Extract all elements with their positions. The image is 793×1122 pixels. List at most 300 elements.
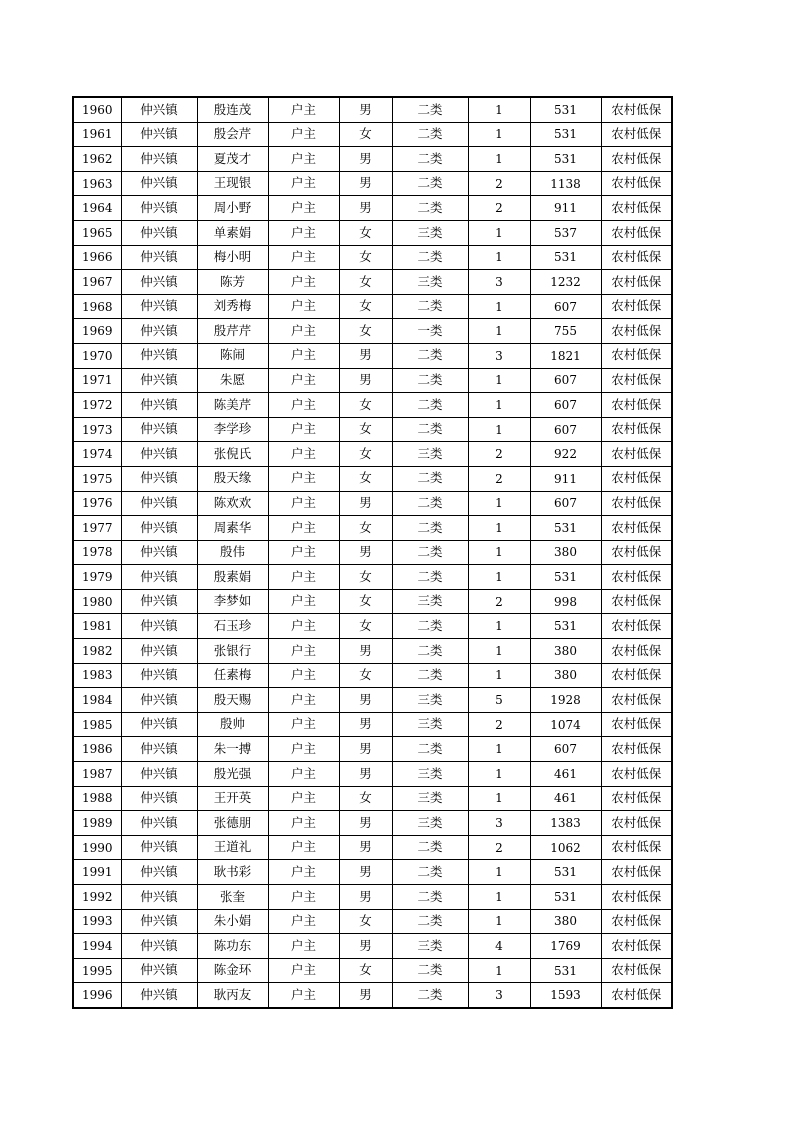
name-cell: 殷伟 [197,540,268,565]
amount-cell: 922 [530,442,601,467]
category-cell: 二类 [392,885,468,910]
category-cell: 三类 [392,762,468,787]
relation-cell: 户主 [268,786,339,811]
relation-cell: 户主 [268,393,339,418]
name-cell: 朱愿 [197,368,268,393]
table-row [73,909,672,934]
gender-cell: 男 [339,171,392,196]
name-cell: 李梦如 [197,589,268,614]
name-cell: 张德朋 [197,811,268,836]
serial-number-cell: 1960 [73,97,121,122]
gender-cell: 男 [339,983,392,1008]
name-cell: 殷帅 [197,712,268,737]
name-cell: 张奎 [197,885,268,910]
town-cell: 仲兴镇 [121,245,197,270]
relief-type-cell: 农村低保 [601,491,672,516]
table-body [73,97,672,1008]
category-cell: 二类 [392,368,468,393]
serial-number-cell: 1993 [73,909,121,934]
relief-type-cell: 农村低保 [601,220,672,245]
town-cell: 仲兴镇 [121,196,197,221]
category-cell: 三类 [392,934,468,959]
town-cell: 仲兴镇 [121,417,197,442]
household-size-cell: 1 [468,122,530,147]
gender-cell: 男 [339,811,392,836]
table-row [73,762,672,787]
name-cell: 王现银 [197,171,268,196]
relief-type-cell: 农村低保 [601,516,672,541]
relief-type-cell: 农村低保 [601,442,672,467]
table-row [73,737,672,762]
relief-type-cell: 农村低保 [601,122,672,147]
table-row [73,417,672,442]
name-cell: 张银行 [197,639,268,664]
town-cell: 仲兴镇 [121,885,197,910]
gender-cell: 女 [339,909,392,934]
gender-cell: 男 [339,835,392,860]
serial-number-cell: 1975 [73,466,121,491]
gender-cell: 男 [339,639,392,664]
household-size-cell: 1 [468,393,530,418]
table-row [73,343,672,368]
amount-cell: 531 [530,122,601,147]
relief-type-cell: 农村低保 [601,196,672,221]
amount-cell: 1769 [530,934,601,959]
gender-cell: 女 [339,786,392,811]
household-size-cell: 2 [468,442,530,467]
category-cell: 二类 [392,466,468,491]
town-cell: 仲兴镇 [121,589,197,614]
gender-cell: 女 [339,319,392,344]
serial-number-cell: 1988 [73,786,121,811]
household-size-cell: 1 [468,909,530,934]
name-cell: 朱一搏 [197,737,268,762]
name-cell: 耿丙友 [197,983,268,1008]
relation-cell: 户主 [268,368,339,393]
relief-type-cell: 农村低保 [601,934,672,959]
amount-cell: 1928 [530,688,601,713]
category-cell: 三类 [392,811,468,836]
gender-cell: 女 [339,294,392,319]
town-cell: 仲兴镇 [121,958,197,983]
town-cell: 仲兴镇 [121,294,197,319]
amount-cell: 1074 [530,712,601,737]
household-size-cell: 1 [468,245,530,270]
household-size-cell: 4 [468,934,530,959]
gender-cell: 男 [339,343,392,368]
town-cell: 仲兴镇 [121,614,197,639]
serial-number-cell: 1992 [73,885,121,910]
relation-cell: 户主 [268,614,339,639]
serial-number-cell: 1968 [73,294,121,319]
gender-cell: 男 [339,762,392,787]
name-cell: 石玉珍 [197,614,268,639]
name-cell: 单素娟 [197,220,268,245]
serial-number-cell: 1996 [73,983,121,1008]
household-size-cell: 3 [468,343,530,368]
relation-cell: 户主 [268,885,339,910]
gender-cell: 女 [339,589,392,614]
relation-cell: 户主 [268,983,339,1008]
gender-cell: 男 [339,196,392,221]
table-row [73,860,672,885]
town-cell: 仲兴镇 [121,147,197,172]
household-size-cell: 1 [468,368,530,393]
table-row [73,491,672,516]
category-cell: 三类 [392,220,468,245]
town-cell: 仲兴镇 [121,762,197,787]
category-cell: 三类 [392,712,468,737]
amount-cell: 911 [530,196,601,221]
serial-number-cell: 1961 [73,122,121,147]
relation-cell: 户主 [268,270,339,295]
amount-cell: 531 [530,147,601,172]
serial-number-cell: 1994 [73,934,121,959]
relation-cell: 户主 [268,737,339,762]
table-row [73,614,672,639]
household-size-cell: 1 [468,737,530,762]
name-cell: 张倪氏 [197,442,268,467]
relation-cell: 户主 [268,97,339,122]
category-cell: 三类 [392,442,468,467]
relief-type-cell: 农村低保 [601,97,672,122]
gender-cell: 男 [339,540,392,565]
table-row [73,466,672,491]
household-size-cell: 1 [468,516,530,541]
name-cell: 王开英 [197,786,268,811]
relief-type-cell: 农村低保 [601,147,672,172]
town-cell: 仲兴镇 [121,540,197,565]
town-cell: 仲兴镇 [121,491,197,516]
relation-cell: 户主 [268,343,339,368]
name-cell: 殷连茂 [197,97,268,122]
amount-cell: 531 [530,565,601,590]
serial-number-cell: 1983 [73,663,121,688]
household-size-cell: 1 [468,319,530,344]
category-cell: 二类 [392,958,468,983]
serial-number-cell: 1971 [73,368,121,393]
amount-cell: 461 [530,762,601,787]
amount-cell: 531 [530,614,601,639]
amount-cell: 607 [530,737,601,762]
gender-cell: 女 [339,220,392,245]
category-cell: 二类 [392,147,468,172]
name-cell: 梅小明 [197,245,268,270]
household-size-cell: 1 [468,565,530,590]
relation-cell: 户主 [268,540,339,565]
amount-cell: 1593 [530,983,601,1008]
relief-type-cell: 农村低保 [601,958,672,983]
serial-number-cell: 1985 [73,712,121,737]
relation-cell: 户主 [268,417,339,442]
town-cell: 仲兴镇 [121,786,197,811]
table-row [73,319,672,344]
relief-type-cell: 农村低保 [601,614,672,639]
gender-cell: 男 [339,491,392,516]
town-cell: 仲兴镇 [121,565,197,590]
name-cell: 李学珍 [197,417,268,442]
name-cell: 任素梅 [197,663,268,688]
town-cell: 仲兴镇 [121,983,197,1008]
table-row [73,220,672,245]
gender-cell: 男 [339,712,392,737]
amount-cell: 911 [530,466,601,491]
table-row [73,565,672,590]
table-row [73,885,672,910]
household-size-cell: 1 [468,294,530,319]
serial-number-cell: 1963 [73,171,121,196]
town-cell: 仲兴镇 [121,909,197,934]
household-size-cell: 1 [468,639,530,664]
relief-type-cell: 农村低保 [601,835,672,860]
town-cell: 仲兴镇 [121,516,197,541]
gender-cell: 女 [339,122,392,147]
name-cell: 陈闹 [197,343,268,368]
amount-cell: 607 [530,368,601,393]
relation-cell: 户主 [268,688,339,713]
name-cell: 陈功东 [197,934,268,959]
name-cell: 殷天缘 [197,466,268,491]
name-cell: 陈金环 [197,958,268,983]
serial-number-cell: 1978 [73,540,121,565]
category-cell: 二类 [392,393,468,418]
table-row [73,540,672,565]
table-row [73,589,672,614]
household-size-cell: 1 [468,540,530,565]
town-cell: 仲兴镇 [121,97,197,122]
category-cell: 二类 [392,491,468,516]
household-size-cell: 1 [468,491,530,516]
amount-cell: 461 [530,786,601,811]
category-cell: 二类 [392,614,468,639]
category-cell: 二类 [392,835,468,860]
serial-number-cell: 1982 [73,639,121,664]
relation-cell: 户主 [268,220,339,245]
table-row [73,294,672,319]
relation-cell: 户主 [268,294,339,319]
relation-cell: 户主 [268,712,339,737]
serial-number-cell: 1991 [73,860,121,885]
table-row [73,147,672,172]
name-cell: 殷天赐 [197,688,268,713]
household-size-cell: 1 [468,147,530,172]
amount-cell: 531 [530,97,601,122]
town-cell: 仲兴镇 [121,466,197,491]
serial-number-cell: 1980 [73,589,121,614]
table-row [73,934,672,959]
category-cell: 三类 [392,688,468,713]
relief-type-cell: 农村低保 [601,885,672,910]
relief-type-cell: 农村低保 [601,171,672,196]
relation-cell: 户主 [268,442,339,467]
relief-type-cell: 农村低保 [601,540,672,565]
serial-number-cell: 1987 [73,762,121,787]
household-size-cell: 1 [468,762,530,787]
relation-cell: 户主 [268,516,339,541]
relief-type-cell: 农村低保 [601,245,672,270]
name-cell: 王道礼 [197,835,268,860]
amount-cell: 1232 [530,270,601,295]
relief-type-cell: 农村低保 [601,294,672,319]
amount-cell: 380 [530,540,601,565]
relief-type-cell: 农村低保 [601,786,672,811]
relation-cell: 户主 [268,934,339,959]
amount-cell: 755 [530,319,601,344]
serial-number-cell: 1964 [73,196,121,221]
gender-cell: 女 [339,442,392,467]
serial-number-cell: 1966 [73,245,121,270]
gender-cell: 女 [339,614,392,639]
amount-cell: 1383 [530,811,601,836]
amount-cell: 380 [530,909,601,934]
relation-cell: 户主 [268,762,339,787]
household-size-cell: 2 [468,171,530,196]
gender-cell: 女 [339,393,392,418]
relief-type-cell: 农村低保 [601,589,672,614]
relation-cell: 户主 [268,565,339,590]
name-cell: 周素华 [197,516,268,541]
amount-cell: 607 [530,417,601,442]
household-size-cell: 5 [468,688,530,713]
serial-number-cell: 1965 [73,220,121,245]
name-cell: 殷光强 [197,762,268,787]
table-row [73,688,672,713]
gender-cell: 女 [339,466,392,491]
town-cell: 仲兴镇 [121,270,197,295]
gender-cell: 男 [339,97,392,122]
household-size-cell: 1 [468,220,530,245]
table-row [73,97,672,122]
relief-type-cell: 农村低保 [601,417,672,442]
category-cell: 三类 [392,270,468,295]
serial-number-cell: 1995 [73,958,121,983]
name-cell: 朱小娟 [197,909,268,934]
category-cell: 二类 [392,860,468,885]
category-cell: 二类 [392,122,468,147]
serial-number-cell: 1967 [73,270,121,295]
amount-cell: 380 [530,639,601,664]
town-cell: 仲兴镇 [121,393,197,418]
table-row [73,122,672,147]
name-cell: 殷会芹 [197,122,268,147]
serial-number-cell: 1970 [73,343,121,368]
category-cell: 一类 [392,319,468,344]
serial-number-cell: 1974 [73,442,121,467]
amount-cell: 531 [530,516,601,541]
relation-cell: 户主 [268,835,339,860]
category-cell: 二类 [392,565,468,590]
relief-type-cell: 农村低保 [601,737,672,762]
category-cell: 二类 [392,294,468,319]
name-cell: 陈欢欢 [197,491,268,516]
serial-number-cell: 1981 [73,614,121,639]
household-size-cell: 1 [468,786,530,811]
amount-cell: 380 [530,663,601,688]
relief-type-cell: 农村低保 [601,639,672,664]
relation-cell: 户主 [268,196,339,221]
household-size-cell: 1 [468,885,530,910]
category-cell: 二类 [392,171,468,196]
relation-cell: 户主 [268,147,339,172]
gender-cell: 女 [339,516,392,541]
table-row [73,245,672,270]
category-cell: 二类 [392,97,468,122]
category-cell: 二类 [392,639,468,664]
relief-roster-table [72,96,673,1009]
household-size-cell: 1 [468,958,530,983]
relief-type-cell: 农村低保 [601,983,672,1008]
amount-cell: 537 [530,220,601,245]
serial-number-cell: 1989 [73,811,121,836]
table-row [73,639,672,664]
serial-number-cell: 1984 [73,688,121,713]
table-row [73,983,672,1008]
relation-cell: 户主 [268,958,339,983]
amount-cell: 1821 [530,343,601,368]
town-cell: 仲兴镇 [121,220,197,245]
household-size-cell: 1 [468,97,530,122]
serial-number-cell: 1962 [73,147,121,172]
table-row [73,786,672,811]
gender-cell: 女 [339,663,392,688]
name-cell: 陈美芹 [197,393,268,418]
household-size-cell: 1 [468,417,530,442]
town-cell: 仲兴镇 [121,934,197,959]
amount-cell: 531 [530,245,601,270]
category-cell: 二类 [392,540,468,565]
category-cell: 二类 [392,245,468,270]
gender-cell: 男 [339,885,392,910]
serial-number-cell: 1976 [73,491,121,516]
table-row [73,958,672,983]
town-cell: 仲兴镇 [121,319,197,344]
town-cell: 仲兴镇 [121,835,197,860]
serial-number-cell: 1972 [73,393,121,418]
gender-cell: 女 [339,565,392,590]
gender-cell: 女 [339,417,392,442]
table-row [73,368,672,393]
relief-type-cell: 农村低保 [601,860,672,885]
gender-cell: 女 [339,245,392,270]
relation-cell: 户主 [268,639,339,664]
table-row [73,712,672,737]
town-cell: 仲兴镇 [121,343,197,368]
category-cell: 二类 [392,196,468,221]
town-cell: 仲兴镇 [121,712,197,737]
town-cell: 仲兴镇 [121,442,197,467]
table-row [73,270,672,295]
name-cell: 夏茂才 [197,147,268,172]
amount-cell: 998 [530,589,601,614]
relief-type-cell: 农村低保 [601,565,672,590]
household-size-cell: 3 [468,983,530,1008]
serial-number-cell: 1990 [73,835,121,860]
household-size-cell: 2 [468,466,530,491]
amount-cell: 607 [530,294,601,319]
serial-number-cell: 1977 [73,516,121,541]
gender-cell: 男 [339,860,392,885]
town-cell: 仲兴镇 [121,171,197,196]
gender-cell: 男 [339,688,392,713]
table-row [73,393,672,418]
town-cell: 仲兴镇 [121,860,197,885]
amount-cell: 531 [530,885,601,910]
table-row [73,516,672,541]
amount-cell: 607 [530,491,601,516]
table-row [73,811,672,836]
gender-cell: 男 [339,368,392,393]
town-cell: 仲兴镇 [121,368,197,393]
